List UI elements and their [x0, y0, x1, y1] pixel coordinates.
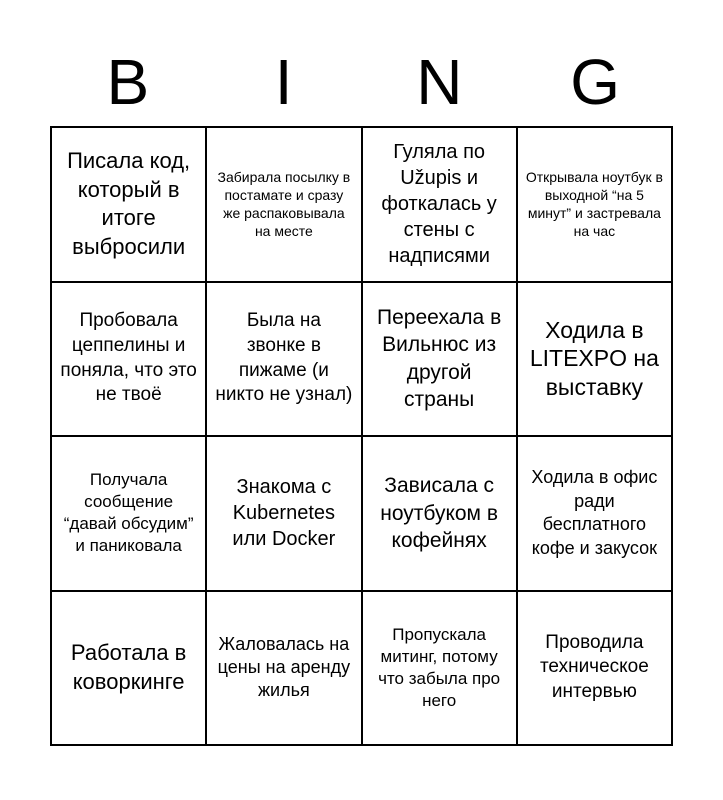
title-letter-i: I — [274, 46, 293, 118]
bingo-cell-r1c3[interactable]: Гуляла по Užupis и фоткалась у стены с надписями — [362, 127, 517, 282]
bingo-title — [50, 0, 673, 126]
bingo-cell-r4c2[interactable]: Жаловалась на цены на аренду жилья — [206, 591, 361, 746]
bingo-cell-r3c4[interactable]: Ходила в офис ради бесплатного кофе и закусок — [517, 436, 672, 591]
bingo-cell-r3c3[interactable]: Зависала с ноутбуком в кофейнях — [362, 436, 517, 591]
bingo-cell-r2c1[interactable]: Пробовала цеппелины и поняла, что это не твоё — [51, 282, 206, 437]
bingo-cell-r2c3[interactable]: Переехала в Вильнюс из другой страны — [362, 282, 517, 437]
bingo-cell-r4c4[interactable]: Проводила техническое интервью — [517, 591, 672, 746]
bingo-cell-r3c1[interactable]: Получала сообщение “давай обсудим” и паниковала — [51, 436, 206, 591]
bingo-grid — [50, 126, 673, 746]
bingo-cell-r2c2[interactable]: Была на звонке в пижаме (и никто не узнал) — [206, 282, 361, 437]
title-letter-b: B — [106, 46, 150, 118]
bingo-cell-r1c2[interactable]: Забирала посылку в постамате и сразу же распаковывала на месте — [206, 127, 361, 282]
bingo-cell-r1c1[interactable]: Писала код, который в итоге выбросили — [51, 127, 206, 282]
bingo-cell-r4c3[interactable]: Пропускала митинг, потому что забыла про него — [362, 591, 517, 746]
bingo-cell-r4c1[interactable]: Работала в коворкинге — [51, 591, 206, 746]
title-letter-n: N — [416, 46, 463, 118]
bingo-cell-r2c4[interactable]: Ходила в LITEXPO на выставку — [517, 282, 672, 437]
title-letter-g: G — [570, 46, 621, 118]
bingo-cell-r3c2[interactable]: Знакома с Kubernetes или Docker — [206, 436, 361, 591]
bingo-cell-r1c4[interactable]: Открывала ноутбук в выходной “на 5 минут” и застревала на час — [517, 127, 672, 282]
